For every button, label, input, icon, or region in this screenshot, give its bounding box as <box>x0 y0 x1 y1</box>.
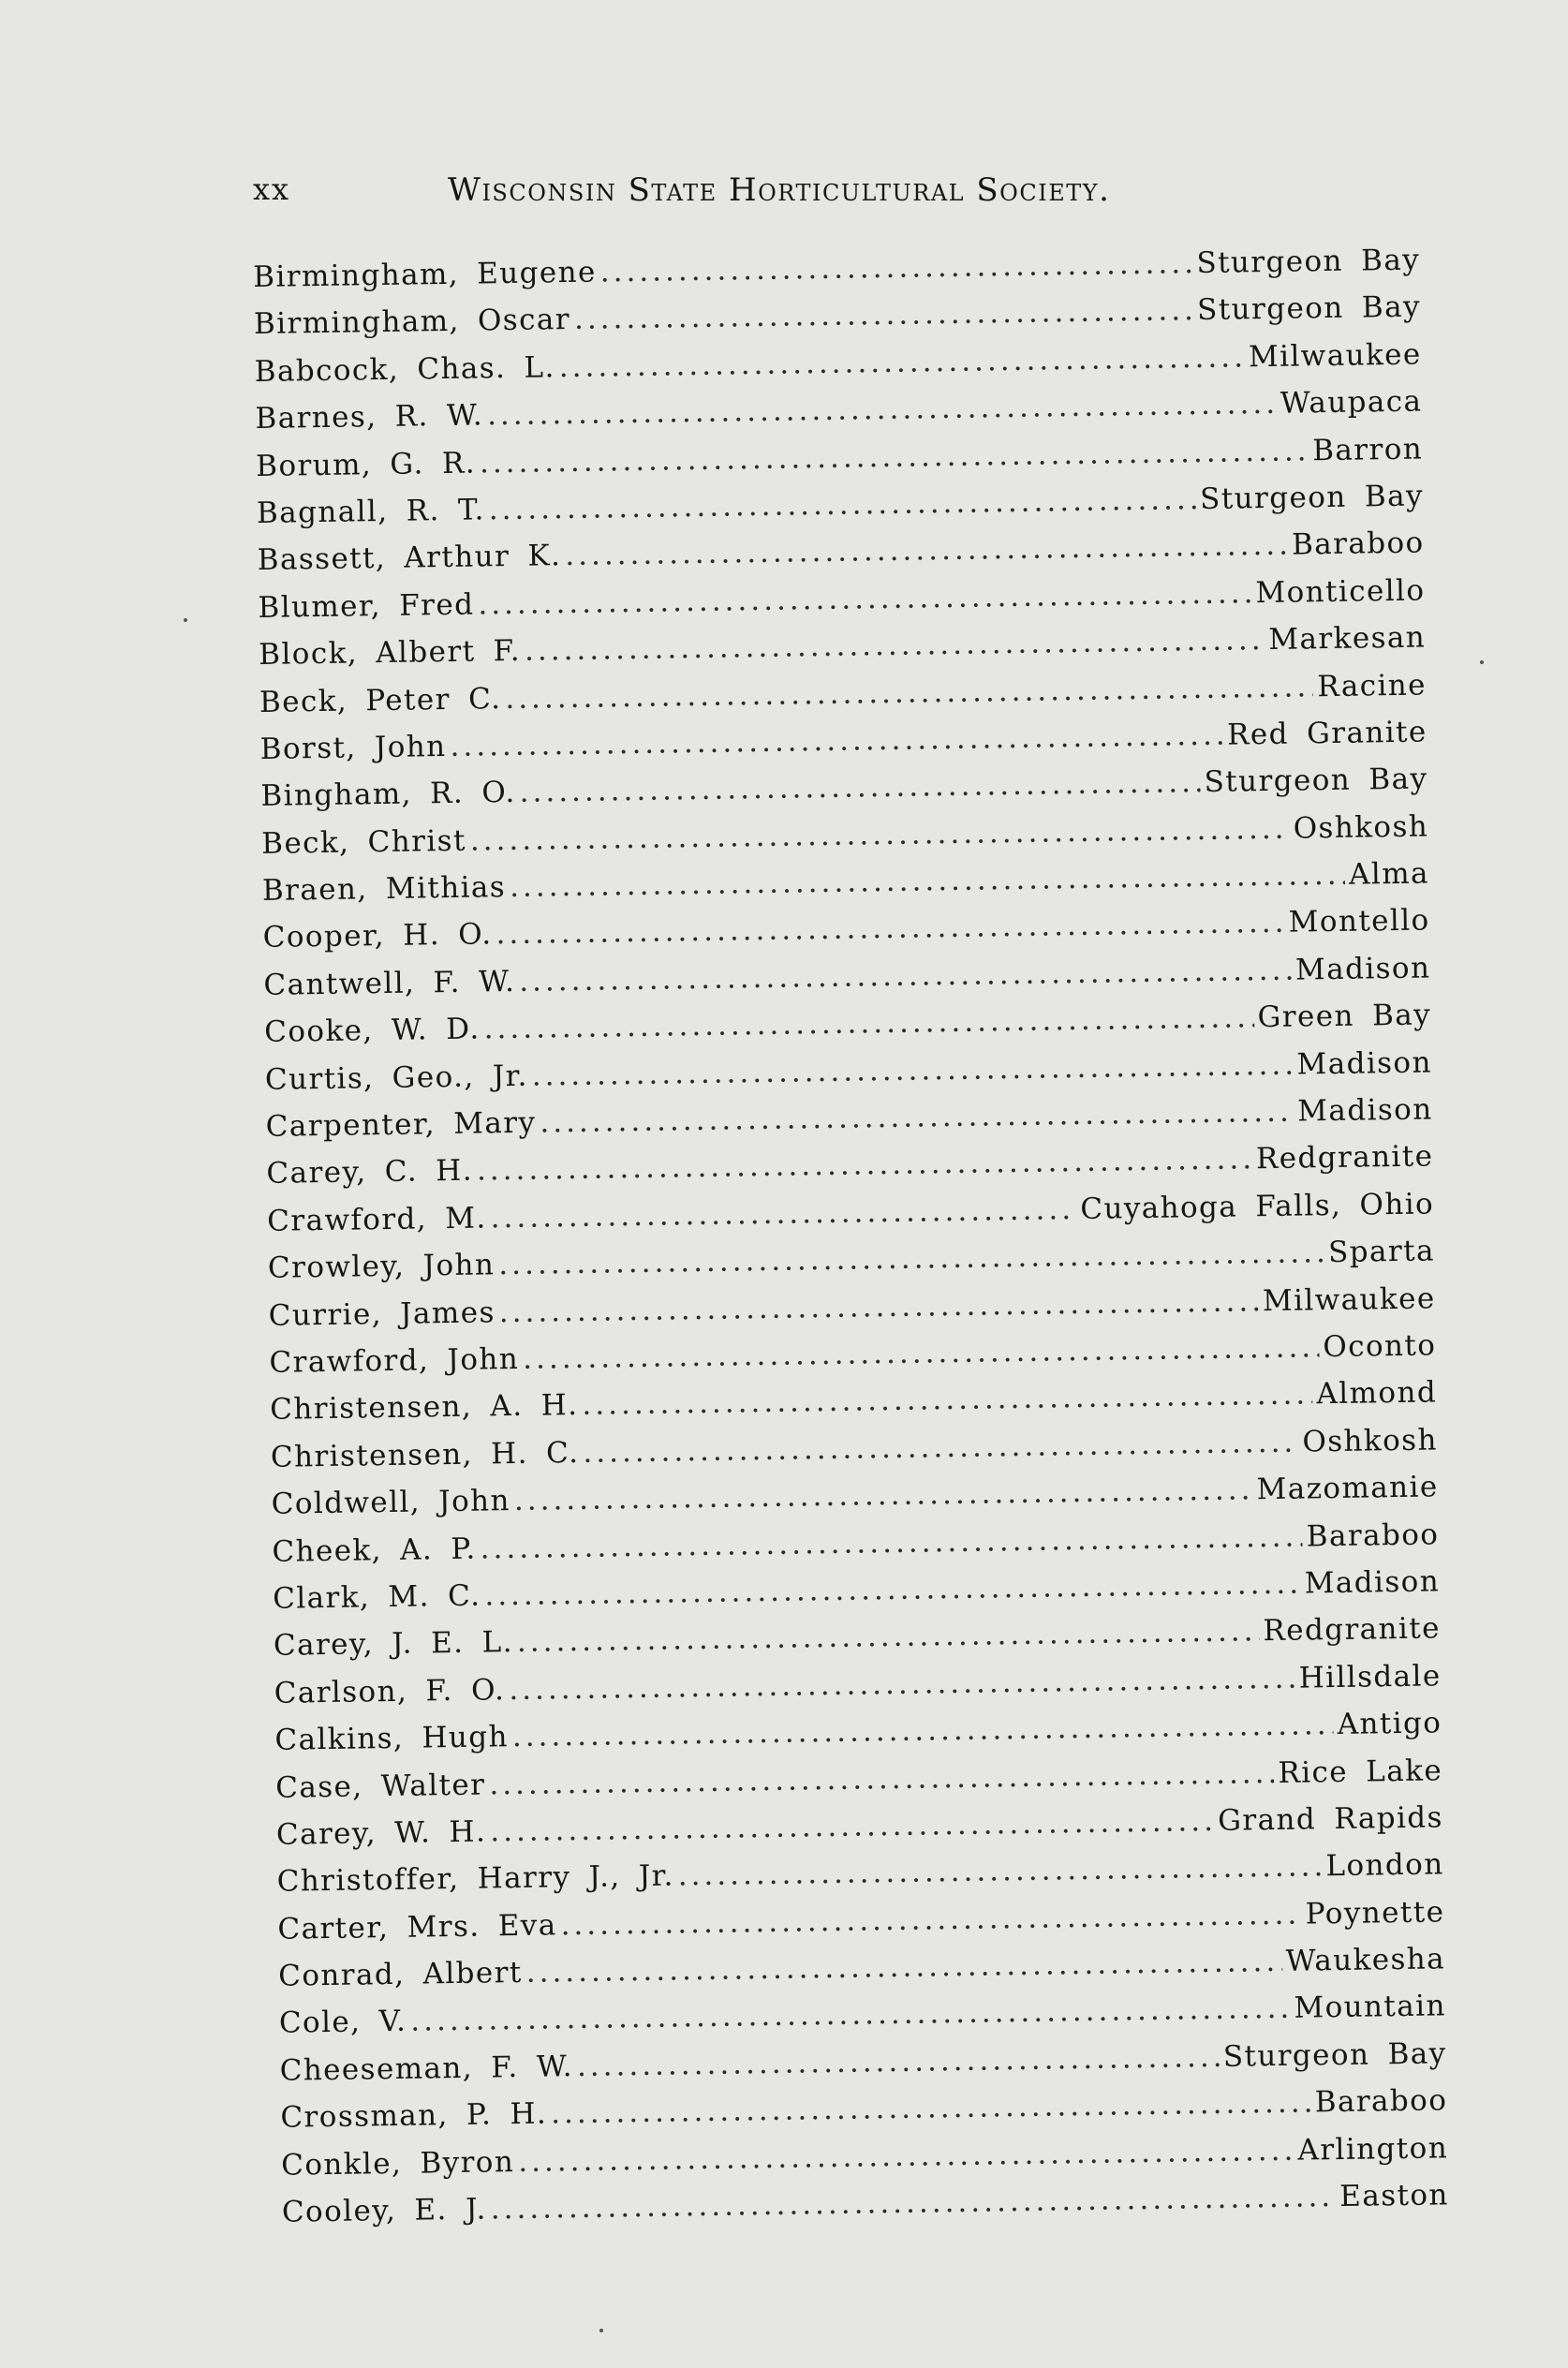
member-place: Markesan <box>1268 620 1427 658</box>
page-header <box>253 171 1302 218</box>
member-place: Baraboo <box>1291 525 1425 562</box>
member-place: Sturgeon Bay <box>1204 762 1428 800</box>
member-name: Currie, James <box>268 1295 496 1333</box>
member-place: Waupaca <box>1280 384 1423 421</box>
member-name: Blumer, Fred <box>258 587 475 625</box>
member-name: Crawford, M. <box>266 1201 487 1238</box>
member-place: Mazomanie <box>1256 1470 1439 1507</box>
member-place: Milwaukee <box>1262 1280 1436 1318</box>
member-name: Bingham, R. O. <box>260 776 516 814</box>
member-name: Birmingham, Oscar <box>253 303 571 342</box>
member-name: Cooke, W. D. <box>263 1012 481 1050</box>
member-name: Carlson, F. O. <box>274 1672 506 1710</box>
member-name: Cheek, A. P. <box>272 1532 477 1569</box>
member-name: Cheeseman, F. W. <box>279 2049 574 2088</box>
member-place: Hillsdale <box>1298 1659 1442 1695</box>
member-place: Milwaukee <box>1248 337 1422 375</box>
member-place: London <box>1325 1847 1444 1884</box>
member-name: Case, Walter <box>274 1767 486 1805</box>
member-name: Carey, C. H. <box>266 1154 474 1191</box>
member-place: Madison <box>1297 1092 1433 1129</box>
member-name: Bassett, Arthur K. <box>257 539 562 578</box>
member-place: Baraboo <box>1314 2083 1448 2120</box>
member-name: Carpenter, Mary <box>265 1105 537 1144</box>
member-place: Mountain <box>1294 1989 1447 2026</box>
member-place: Madison <box>1296 1045 1433 1082</box>
member-place: Red Granite <box>1226 715 1427 752</box>
member-name: Birmingham, Eugene <box>253 255 597 294</box>
member-name: Cooper, H. O. <box>262 917 493 955</box>
member-name: Carter, Mrs. Eva <box>277 1908 557 1946</box>
dot-leader <box>599 246 1192 289</box>
member-place: Sparta <box>1327 1234 1436 1270</box>
member-name: Cantwell, F. W. <box>263 964 516 1002</box>
member-place: Oconto <box>1323 1328 1437 1365</box>
member-place: Sturgeon Bay <box>1196 289 1422 328</box>
member-place: Antigo <box>1337 1706 1442 1742</box>
member-name: Christensen, A. H. <box>269 1388 579 1428</box>
member-place: Sturgeon Bay <box>1199 479 1425 516</box>
member-name: Christensen, H. C. <box>270 1435 580 1474</box>
member-name: Conkle, Byron <box>280 2144 515 2183</box>
member-name: Block, Albert F. <box>258 633 522 673</box>
member-name: Bagnall, R. T. <box>256 493 485 530</box>
member-place: Cuyahoga Falls, Ohio <box>1080 1187 1435 1226</box>
running-title: Wisconsin State Horticultural Society. <box>448 171 1111 209</box>
member-name: Babcock, Chas. L. <box>254 350 556 389</box>
member-name: Cooley, E. J. <box>281 2192 487 2229</box>
member-name: Christoffer, Harry J., Jr. <box>276 1858 674 1900</box>
member-name: Borum, G. R. <box>255 446 477 483</box>
member-list <box>253 244 1449 2243</box>
member-place: Redgranite <box>1255 1139 1434 1177</box>
member-place: Green Bay <box>1257 998 1432 1035</box>
member-place: Madison <box>1304 1564 1441 1601</box>
member-name: Beck, Peter C. <box>259 681 502 719</box>
member-name: Barnes, R. W. <box>255 398 484 437</box>
member-place: Waukesha <box>1285 1942 1446 1978</box>
member-place: Arlington <box>1297 2130 1449 2168</box>
member-place: Grand Rapids <box>1217 1800 1444 1838</box>
member-place: Alma <box>1348 856 1430 892</box>
member-place: Montello <box>1288 903 1430 940</box>
member-place: Monticello <box>1255 573 1426 610</box>
member-place: Racine <box>1317 667 1427 703</box>
page-number: xx <box>253 171 291 207</box>
print-speck <box>599 2329 603 2332</box>
member-name: Conrad, Albert <box>277 1955 523 1993</box>
member-name: Coldwell, John <box>271 1484 511 1522</box>
member-place: Oshkosh <box>1293 809 1429 846</box>
print-speck <box>1480 660 1484 664</box>
print-speck <box>184 618 187 622</box>
member-place: Poynette <box>1305 1894 1445 1931</box>
member-place: Oshkosh <box>1302 1423 1439 1459</box>
member-name: Clark, M. C. <box>272 1578 481 1616</box>
member-name: Carey, W. H. <box>275 1814 487 1852</box>
member-place: Barron <box>1311 432 1424 467</box>
member-place: Baraboo <box>1306 1517 1440 1554</box>
member-place: Redgranite <box>1263 1611 1442 1649</box>
member-place: Almond <box>1316 1375 1438 1412</box>
member-place: Sturgeon Bay <box>1222 2036 1447 2074</box>
member-name: Braen, Mithias <box>261 870 507 909</box>
member-name: Curtis, Geo., Jr. <box>264 1058 528 1097</box>
member-name: Borst, John <box>259 729 447 766</box>
member-name: Carey, J. E. L. <box>273 1625 514 1664</box>
member-name: Crowley, John <box>267 1248 496 1286</box>
member-place: Easton <box>1339 2178 1450 2214</box>
member-name: Crossman, P. H. <box>280 2096 548 2136</box>
member-place: Rice Lake <box>1278 1753 1443 1790</box>
member-name: Calkins, Hugh <box>274 1720 510 1757</box>
member-place: Sturgeon Bay <box>1196 243 1421 281</box>
member-name: Beck, Christ <box>260 823 467 861</box>
member-name: Crawford, John <box>269 1341 520 1380</box>
member-place: Madison <box>1294 951 1431 987</box>
member-name: Cole, V. <box>278 2005 407 2041</box>
